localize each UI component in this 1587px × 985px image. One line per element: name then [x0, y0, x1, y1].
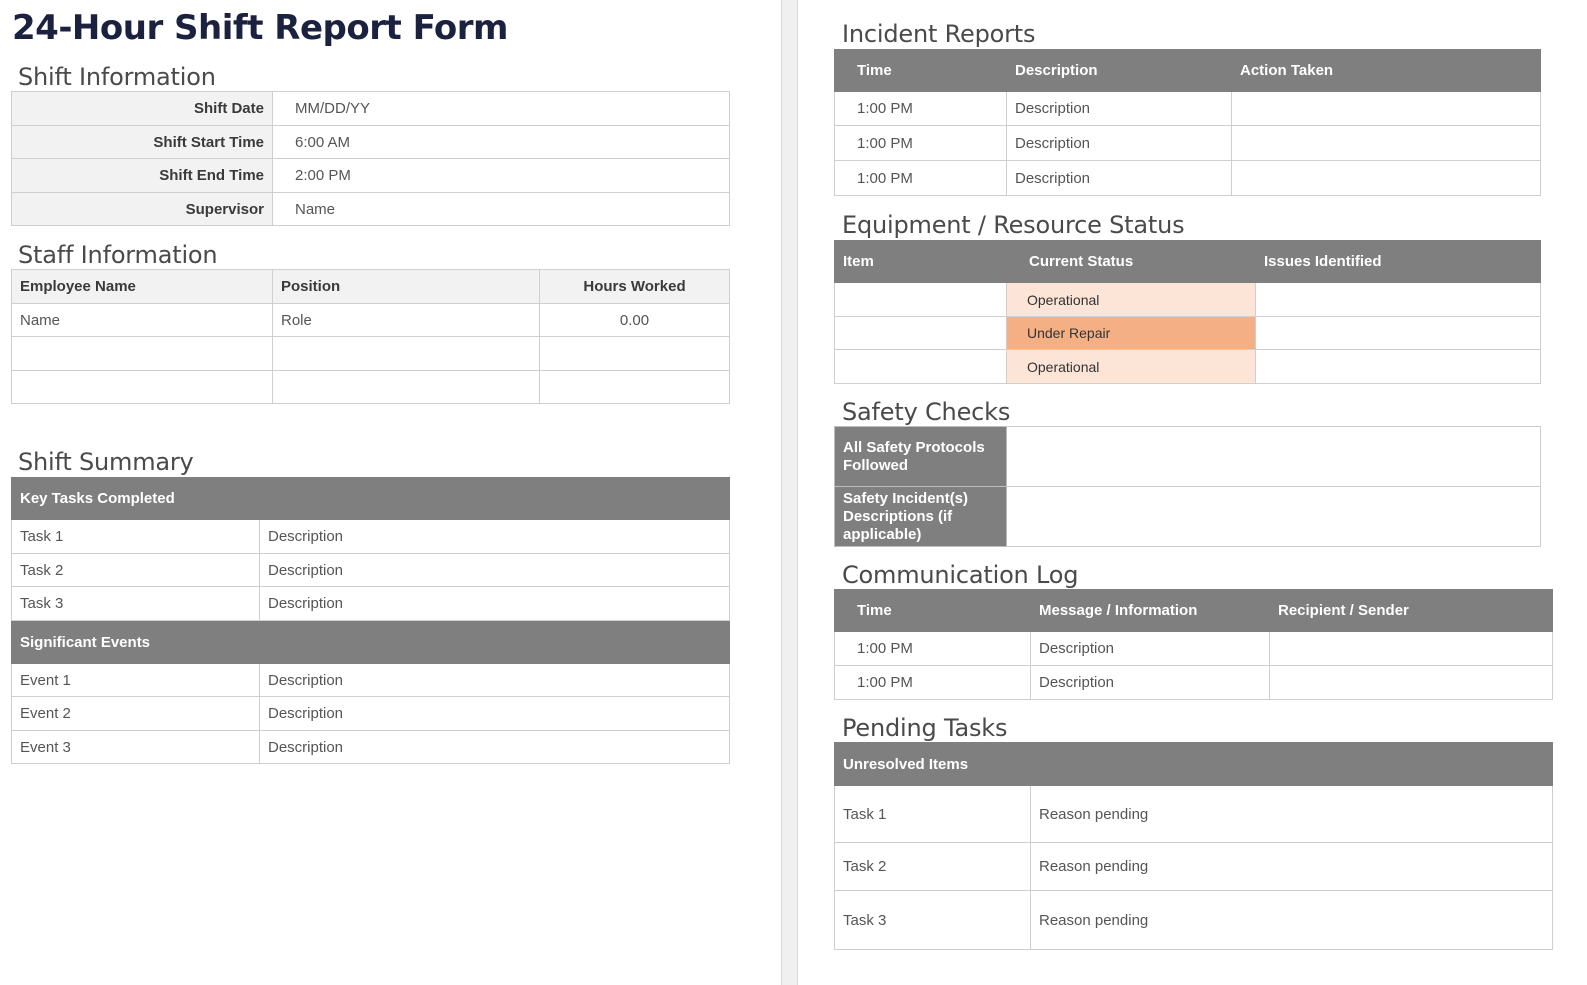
- equipment-item-cell[interactable]: [835, 317, 1007, 350]
- safety-protocols-field[interactable]: [1007, 427, 1541, 487]
- right-pane: [799, 0, 1587, 985]
- pending-reason-cell[interactable]: Reason pending: [1031, 891, 1553, 950]
- significant-events-label: Significant Events: [12, 621, 730, 664]
- employee-name-cell[interactable]: [12, 337, 273, 371]
- task-name-cell[interactable]: Task 3: [12, 587, 260, 621]
- position-cell[interactable]: [273, 337, 540, 371]
- page-gutter: [781, 0, 798, 985]
- action-taken-cell[interactable]: [1232, 92, 1541, 126]
- key-tasks-completed-label: Key Tasks Completed: [12, 478, 730, 520]
- action-taken-cell[interactable]: [1232, 126, 1541, 161]
- event-name-cell[interactable]: Event 2: [12, 697, 260, 731]
- incident-description-cell[interactable]: Description: [1007, 126, 1232, 161]
- status-operational-cell[interactable]: Operational: [1007, 283, 1256, 317]
- table-row: [835, 161, 1541, 196]
- task-description-cell[interactable]: Description: [260, 520, 730, 554]
- task-description-cell[interactable]: Description: [260, 554, 730, 587]
- equipment-status-table: [834, 240, 1541, 384]
- table-row: [835, 632, 1553, 666]
- log-time-cell[interactable]: 1:00 PM: [835, 666, 1031, 700]
- table-row: [12, 520, 730, 554]
- key-tasks-band: [12, 478, 730, 520]
- staff-information-title: Staff Information: [18, 241, 218, 269]
- issues-identified-cell[interactable]: [1256, 317, 1541, 350]
- log-recipient-cell[interactable]: [1270, 632, 1553, 666]
- issues-identified-cell[interactable]: [1256, 350, 1541, 384]
- log-message-cell[interactable]: Description: [1031, 632, 1270, 666]
- table-row: [835, 283, 1541, 317]
- communication-log-table: [834, 589, 1553, 700]
- communication-log-title: Communication Log: [842, 561, 1079, 589]
- shift-start-time-field[interactable]: 6:00 AM: [273, 126, 730, 159]
- pending-tasks-title: Pending Tasks: [842, 714, 1008, 742]
- safety-protocols-label: All Safety Protocols Followed: [835, 427, 1007, 487]
- table-row: [835, 317, 1541, 350]
- supervisor-label: Supervisor: [12, 193, 273, 226]
- table-row: [835, 666, 1553, 700]
- event-description-cell[interactable]: Description: [260, 697, 730, 731]
- shift-date-label: Shift Date: [12, 92, 273, 126]
- hours-worked-cell[interactable]: [540, 371, 730, 404]
- table-row: [12, 587, 730, 621]
- pending-task-cell[interactable]: Task 2: [835, 843, 1031, 891]
- incident-reports-table: [834, 49, 1541, 196]
- hours-worked-header: Hours Worked: [540, 270, 730, 304]
- item-header: Item: [835, 241, 1007, 283]
- shift-end-time-label: Shift End Time: [12, 159, 273, 193]
- unresolved-items-band: [835, 743, 1553, 786]
- log-recipient-cell[interactable]: [1270, 666, 1553, 700]
- staff-information-table: [11, 269, 730, 404]
- table-row: [12, 554, 730, 587]
- action-taken-cell[interactable]: [1232, 161, 1541, 196]
- equipment-item-cell[interactable]: [835, 283, 1007, 317]
- page-title: 24-Hour Shift Report Form: [12, 8, 508, 48]
- table-header-row: [12, 270, 730, 304]
- description-header: Description: [1007, 50, 1232, 92]
- status-operational-cell[interactable]: Operational: [1007, 350, 1256, 384]
- message-header: Message / Information: [1031, 590, 1270, 632]
- equipment-status-title: Equipment / Resource Status: [842, 211, 1185, 239]
- safety-incident-label: Safety Incident(s) Descriptions (if applicable): [835, 487, 1007, 547]
- incident-reports-title: Incident Reports: [842, 20, 1036, 48]
- pending-task-cell[interactable]: Task 3: [835, 891, 1031, 950]
- table-header-row: [835, 50, 1541, 92]
- left-pane: [0, 0, 780, 985]
- incident-time-cell[interactable]: 1:00 PM: [835, 126, 1007, 161]
- table-row: [835, 92, 1541, 126]
- table-row: [835, 843, 1553, 891]
- safety-checks-table: [834, 426, 1541, 547]
- shift-summary-table: [11, 477, 730, 764]
- shift-information-table: [11, 91, 730, 226]
- pending-tasks-table: [834, 742, 1553, 950]
- shift-start-time-label: Shift Start Time: [12, 126, 273, 159]
- employee-name-cell[interactable]: [12, 371, 273, 404]
- table-row: [835, 487, 1541, 547]
- event-name-cell[interactable]: Event 1: [12, 664, 260, 697]
- status-under-repair-cell[interactable]: Under Repair: [1007, 317, 1256, 350]
- action-taken-header: Action Taken: [1232, 50, 1541, 92]
- event-description-cell[interactable]: Description: [260, 664, 730, 697]
- log-message-cell[interactable]: Description: [1031, 666, 1270, 700]
- pending-reason-cell[interactable]: Reason pending: [1031, 786, 1553, 843]
- hours-worked-cell[interactable]: [540, 337, 730, 371]
- pending-task-cell[interactable]: Task 1: [835, 786, 1031, 843]
- table-row: [12, 731, 730, 764]
- table-row: [12, 92, 730, 126]
- table-row: [12, 664, 730, 697]
- hours-worked-cell[interactable]: 0.00: [540, 304, 730, 337]
- pending-reason-cell[interactable]: Reason pending: [1031, 843, 1553, 891]
- table-row: [835, 786, 1553, 843]
- table-header-row: [835, 241, 1541, 283]
- shift-date-field[interactable]: MM/DD/YY: [273, 92, 730, 126]
- log-time-cell[interactable]: 1:00 PM: [835, 632, 1031, 666]
- task-name-cell[interactable]: Task 1: [12, 520, 260, 554]
- table-header-row: [835, 590, 1553, 632]
- shift-information-title: Shift Information: [18, 63, 216, 91]
- position-cell[interactable]: [273, 371, 540, 404]
- table-row: [835, 891, 1553, 950]
- recipient-sender-header: Recipient / Sender: [1270, 590, 1553, 632]
- current-status-header: Current Status: [1007, 241, 1256, 283]
- task-description-cell[interactable]: Description: [260, 587, 730, 621]
- issues-identified-cell[interactable]: [1256, 283, 1541, 317]
- shift-end-time-field[interactable]: 2:00 PM: [273, 159, 730, 193]
- safety-incident-field[interactable]: [1007, 487, 1541, 547]
- issues-identified-header: Issues Identified: [1256, 241, 1541, 283]
- table-row: [12, 697, 730, 731]
- time-header: Time: [835, 590, 1031, 632]
- employee-name-cell[interactable]: Name: [12, 304, 273, 337]
- table-row: [12, 304, 730, 337]
- safety-checks-title: Safety Checks: [842, 398, 1011, 426]
- significant-events-band: [12, 621, 730, 664]
- time-header: Time: [835, 50, 1007, 92]
- table-row: [835, 126, 1541, 161]
- employee-name-header: Employee Name: [12, 270, 273, 304]
- incident-description-cell[interactable]: Description: [1007, 161, 1232, 196]
- task-name-cell[interactable]: Task 2: [12, 554, 260, 587]
- unresolved-items-label: Unresolved Items: [835, 743, 1553, 786]
- supervisor-field[interactable]: Name: [273, 193, 730, 226]
- table-row: [12, 371, 730, 404]
- position-cell[interactable]: Role: [273, 304, 540, 337]
- event-description-cell[interactable]: Description: [260, 731, 730, 764]
- table-row: [12, 159, 730, 193]
- table-row: [12, 126, 730, 159]
- incident-time-cell[interactable]: 1:00 PM: [835, 92, 1007, 126]
- table-row: [12, 337, 730, 371]
- table-row: [835, 350, 1541, 384]
- table-row: [835, 427, 1541, 487]
- equipment-item-cell[interactable]: [835, 350, 1007, 384]
- incident-description-cell[interactable]: Description: [1007, 92, 1232, 126]
- position-header: Position: [273, 270, 540, 304]
- incident-time-cell[interactable]: 1:00 PM: [835, 161, 1007, 196]
- event-name-cell[interactable]: Event 3: [12, 731, 260, 764]
- shift-summary-title: Shift Summary: [18, 448, 194, 476]
- table-row: [12, 193, 730, 226]
